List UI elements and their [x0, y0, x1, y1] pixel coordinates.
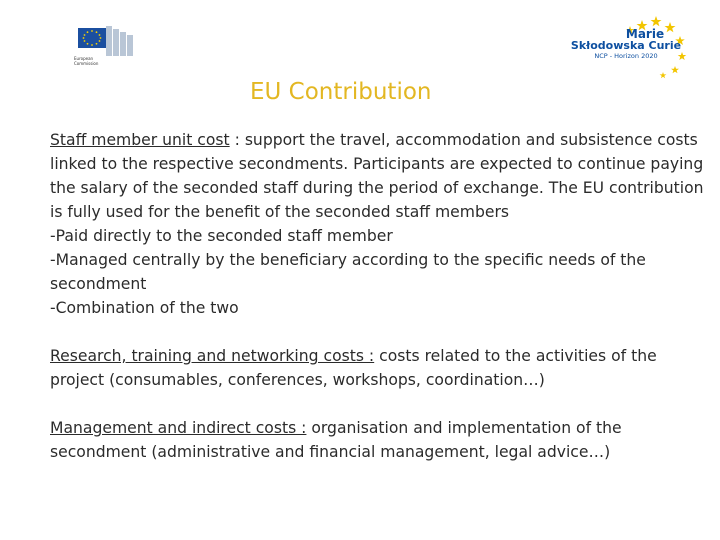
staff-cost-item: -Managed centrally by the beneficiary according to the specific needs of the secondment [50, 251, 646, 293]
msca-subtitle: NCP - Horizon 2020 [594, 52, 658, 60]
staff-cost-item: -Paid directly to the seconded staff member [50, 227, 393, 245]
msca-logo-text [566, 28, 686, 61]
ec-logo-caption: European Commission [74, 56, 99, 66]
management-cost-text: organisation and implementation of the secondment (administrative and financial management, legal advice…) [50, 419, 622, 461]
staff-cost-text: support the travel, accommodation and subsistence costs linked to the respective secondments. Participants are expected to continue paying the salary of the seconded staff during the period of exchange. The EU contribution is fully used for the benefit of the seconded staff members [50, 131, 704, 221]
staff-cost-separator: : [229, 131, 245, 149]
staff-cost-paragraph [50, 128, 710, 320]
management-cost-heading: Management and indirect costs : [50, 419, 307, 437]
research-cost-text: costs related to the activities of the project (consumables, conferences, workshops, coordination…) [50, 347, 657, 389]
staff-cost-heading: Staff member unit cost [50, 131, 230, 149]
content-body [50, 128, 710, 488]
research-cost-paragraph [50, 344, 710, 392]
msca-name-line2: Skłodowska Curie [570, 39, 682, 52]
msca-name-line1: Marie [625, 27, 665, 41]
management-cost-paragraph [50, 416, 710, 464]
staff-cost-item: -Combination of the two [50, 299, 239, 317]
research-cost-heading: Research, training and networking costs : [50, 347, 375, 365]
page-title: EU Contribution [250, 79, 432, 105]
